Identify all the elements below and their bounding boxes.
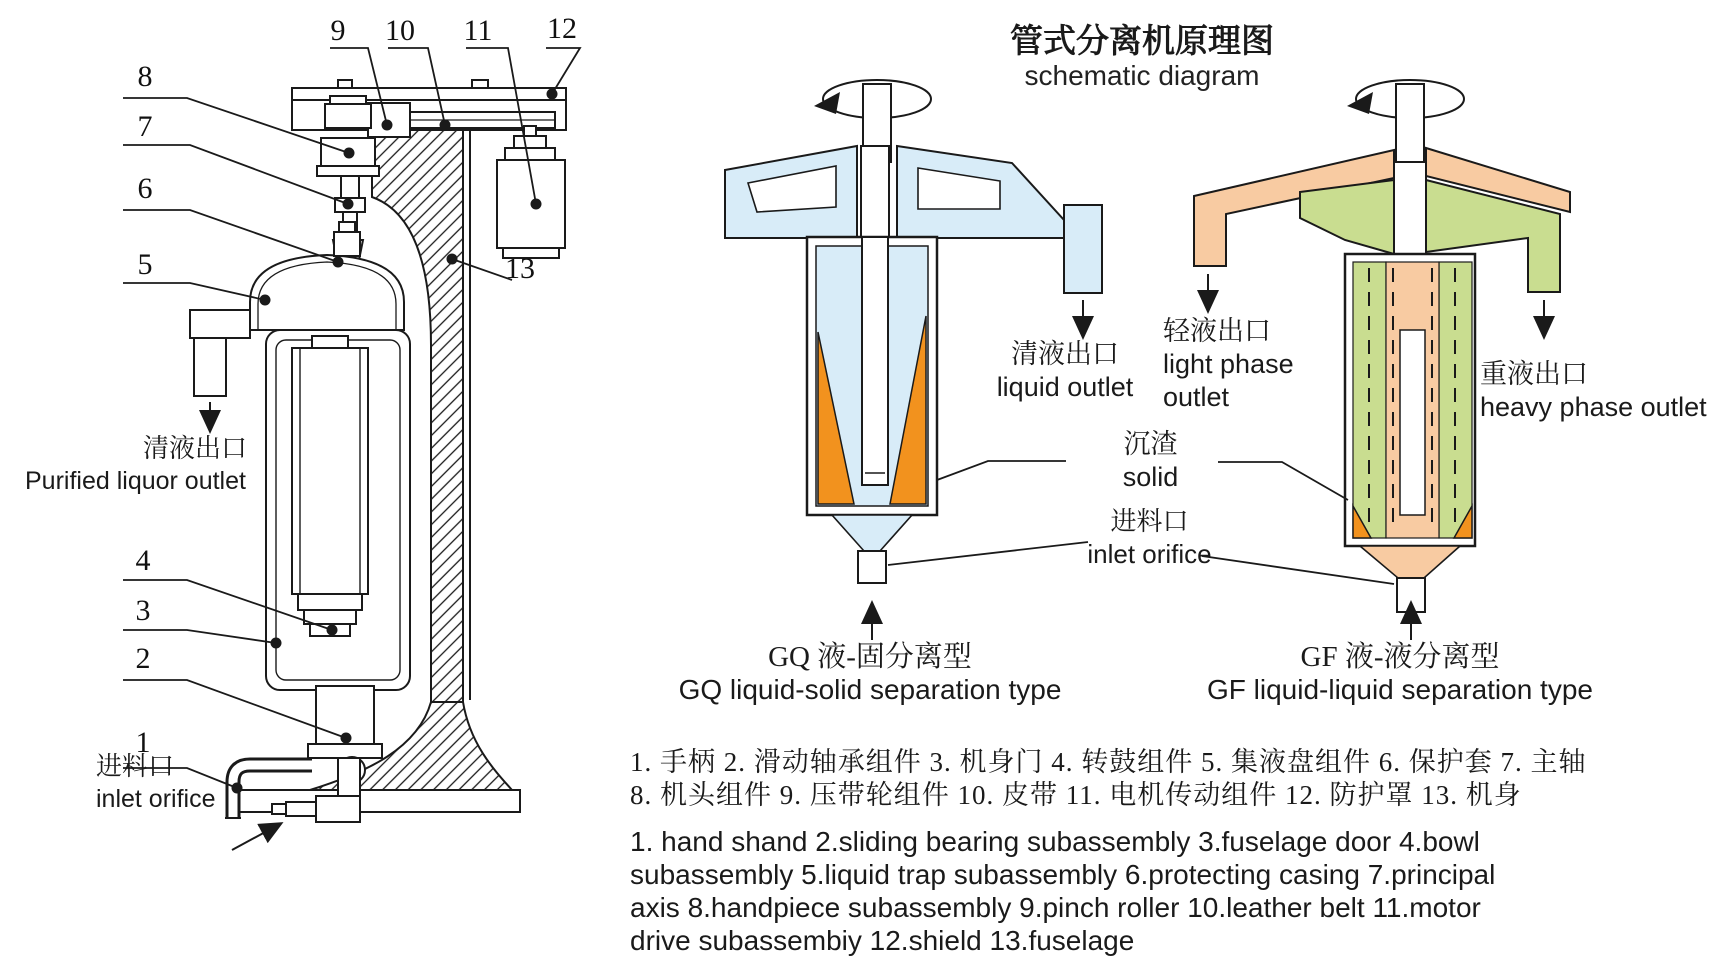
solid-en: solid [1122, 462, 1179, 492]
gf-light-outlet-en2: outlet [1163, 382, 1230, 412]
callout-13: 13 [505, 252, 535, 285]
purified-outlet-cn: 清液出口 [142, 434, 247, 463]
gf-heavy-outlet-en: heavy phase outlet [1480, 392, 1707, 422]
inlet-orifice-cn: 进料口 [1110, 507, 1189, 536]
gq-liquid-outlet-label [975, 338, 1155, 404]
liquid-trap [250, 255, 404, 330]
gf-header-left-green [1300, 180, 1394, 254]
legend-en-line1: 1. hand shand 2.sliding bearing subassembly 3.fuselage door 4.bowl [630, 826, 1480, 857]
gq-feed-tube [862, 237, 888, 485]
parts-legend [630, 746, 1640, 957]
callout-5: 5 [137, 248, 153, 281]
callout-2: 2 [135, 642, 151, 675]
machine-inlet-cn: 进料口 [96, 752, 175, 781]
solid-leader-right [1218, 462, 1348, 500]
gq-caption-en: GQ liquid-solid separation type [678, 674, 1062, 705]
motor-drive-subassembly [497, 126, 565, 258]
callout-1: 1 [135, 726, 151, 759]
gq-outlet-spout [1064, 205, 1102, 293]
gq-caption [640, 640, 1100, 706]
bowl-subassembly [292, 336, 368, 636]
title-cn: 管式分离机原理图 [1010, 21, 1274, 60]
gq-liquid-outlet-cn: 清液出口 [1011, 339, 1119, 369]
gf-light-outlet-cn: 轻液出口 [1163, 316, 1271, 346]
callout-3: 3 [135, 594, 151, 627]
gq-liquid-outlet-en: liquid outlet [996, 372, 1134, 402]
purified-outlet-spout [190, 310, 250, 396]
legend-en-line2: subassembly 5.liquid trap subassembly 6.protecting casing 7.principal [630, 859, 1496, 890]
legend-en-line4: drive subassembiy 12.shield 13.fuselage [630, 925, 1135, 956]
callout-9: 9 [330, 14, 346, 47]
callout-8: 8 [137, 60, 153, 93]
callout-11: 11 [463, 14, 493, 47]
callout-10: 10 [385, 14, 415, 47]
legend-cn-line2: 8. 机头组件 9. 压带轮组件 10. 皮带 11. 电机传动组件 12. 防护罩 13. 机身 [630, 780, 1522, 810]
title-en: schematic diagram [1024, 60, 1260, 91]
callout-6: 6 [137, 172, 153, 205]
gf-heavy-outlet-label [1480, 358, 1720, 424]
machine-inlet-en: inlet orifice [96, 785, 216, 813]
gf-feed-tube [1400, 330, 1425, 515]
gf-light-outlet-label [1163, 315, 1343, 414]
callout-12: 12 [547, 12, 577, 45]
gf-caption-cn: GF 液-液分离型 [1300, 641, 1500, 673]
purified-outlet-label [25, 432, 247, 498]
inlet-orifice-label [1082, 505, 1217, 571]
gf-light-outlet-en1: light phase [1163, 349, 1294, 379]
gf-heavy-outlet-cn: 重液出口 [1480, 359, 1588, 389]
gf-caption [1170, 640, 1630, 706]
solid-cn: 沉渣 [1123, 429, 1178, 459]
solid-leader-left [937, 461, 1066, 480]
legend-en-line3: axis 8.handpiece subassembly 9.pinch roller 10.leather belt 11.motor [630, 892, 1481, 923]
solid-label [1093, 428, 1208, 494]
legend-cn-line1: 1. 手柄 2. 滑动轴承组件 3. 机身门 4. 转鼓组件 5. 集液盘组件 6. 保护套 7. 主轴 [630, 747, 1587, 777]
purified-outlet-en: Purified liquor outlet [25, 467, 246, 495]
inlet-leader-right [1202, 556, 1394, 584]
callout-4: 4 [135, 544, 151, 577]
machine-inlet-label [96, 750, 246, 816]
gq-inlet-tube [858, 551, 886, 583]
inlet-leader-left [888, 542, 1088, 565]
gq-caption-cn: GQ 液-固分离型 [768, 641, 972, 673]
inlet-orifice-en: inlet orifice [1087, 539, 1212, 569]
page-title [957, 22, 1327, 92]
gf-spindle [1396, 84, 1424, 162]
callout-7: 7 [137, 110, 153, 143]
gf-caption-en: GF liquid-liquid separation type [1207, 674, 1593, 705]
inlet-pointer-arrow [232, 824, 280, 850]
